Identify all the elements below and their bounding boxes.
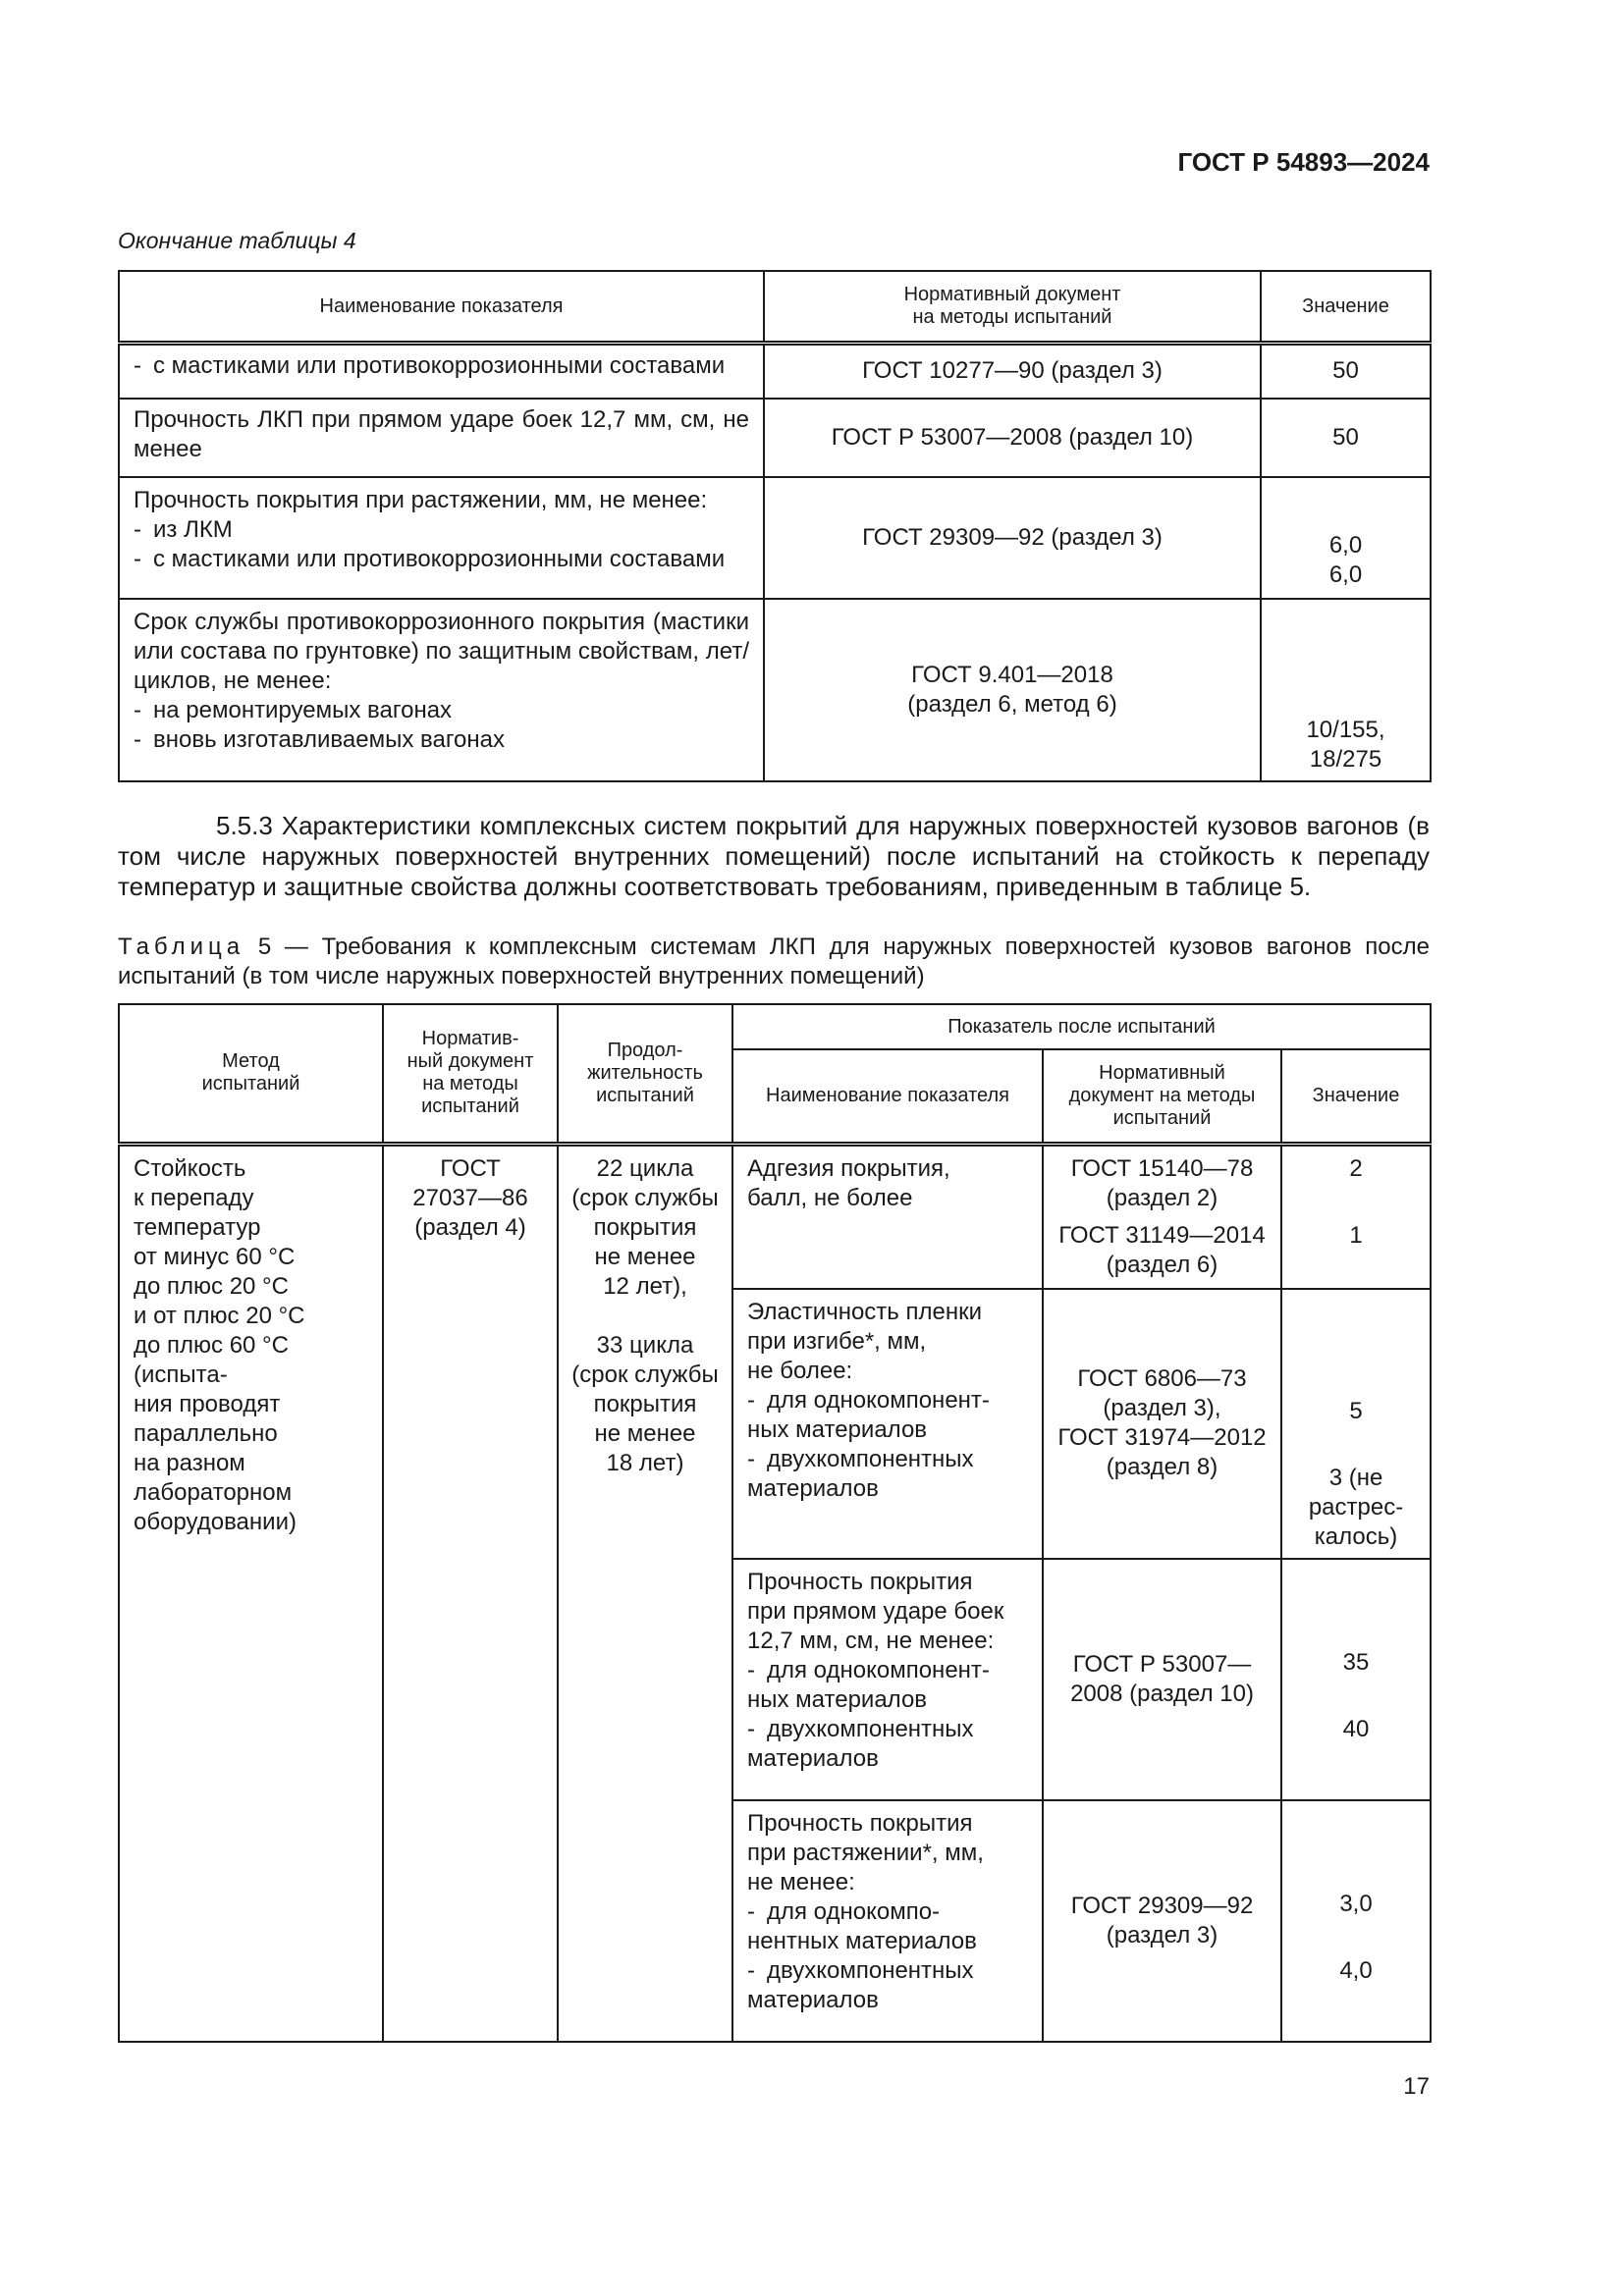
table5-header-value: Значение bbox=[1281, 1049, 1431, 1144]
table4-cell-name: - с мастиками или противокоррозионными составами bbox=[119, 344, 764, 399]
table5-caption: Таблица 5 — Требования к комплексным системам ЛКП для наружных поверхностей кузовов вагонов после испытаний (в том числе наружных поверхностей внутренних помещений) bbox=[118, 934, 1430, 989]
table4-header-row bbox=[119, 271, 1431, 344]
table5-cell-doc: ГОСТ 6806—73 (раздел 3), ГОСТ 31974—2012 (раздел 8) bbox=[1043, 1289, 1281, 1559]
table5-cell-doc: ГОСТ Р 53007— 2008 (раздел 10) bbox=[1043, 1559, 1281, 1800]
table5-header-row bbox=[119, 1004, 1431, 1049]
table5-cell-value: 2 1 bbox=[1281, 1144, 1431, 1289]
table4-cell-value: 50 bbox=[1261, 344, 1431, 399]
table4-cell-value: 10/155, 18/275 bbox=[1261, 599, 1431, 781]
table5-header-after-test: Показатель после испытаний bbox=[732, 1004, 1431, 1049]
table5-cell-value: 5 3 (не растрес- калось) bbox=[1281, 1289, 1431, 1559]
table5-cell-indicator: Адгезия покрытия, балл, не более bbox=[732, 1144, 1043, 1289]
table5-cell-indicator: Прочность покрытия при прямом ударе боек 12,7 мм, см, не менее: - для однокомпонент- ных материалов - двухкомпонентных материалов bbox=[732, 1559, 1043, 1800]
table4-cell-value: 6,0 6,0 bbox=[1261, 477, 1431, 599]
table-4 bbox=[118, 270, 1432, 782]
table5-cell-method-doc: ГОСТ 27037—86 (раздел 4) bbox=[383, 1144, 558, 2042]
table5-cell-value: 3,0 4,0 bbox=[1281, 1800, 1431, 2042]
table5-cell-value: 35 40 bbox=[1281, 1559, 1431, 1800]
table4-cell-doc: ГОСТ Р 53007—2008 (раздел 10) bbox=[764, 399, 1261, 477]
table-row bbox=[119, 599, 1431, 781]
table4-cell-name: Прочность покрытия при растяжении, мм, не менее: - из ЛКМ - с мастиками или противокоррозионными составами bbox=[119, 477, 764, 599]
table4-cell-doc: ГОСТ 29309—92 (раздел 3) bbox=[764, 477, 1261, 599]
table4-cell-name: Прочность ЛКП при прямом ударе боек 12,7 мм, см, не менее bbox=[119, 399, 764, 477]
table5-header-normdoc: Норматив- ный документ на методы испытаний bbox=[383, 1004, 558, 1144]
table4-cell-value: 50 bbox=[1261, 399, 1431, 477]
page-number: 17 bbox=[1403, 2073, 1430, 2100]
table-row bbox=[119, 477, 1431, 599]
table4-header-value: Значение bbox=[1261, 271, 1431, 344]
table5-cell-doc: ГОСТ 15140—78 (раздел 2) ГОСТ 31149—2014 (раздел 6) bbox=[1043, 1144, 1281, 1289]
table5-header-duration: Продол- жительность испытаний bbox=[558, 1004, 732, 1144]
table5-header-method: Метод испытаний bbox=[119, 1004, 383, 1144]
table5-cell-indicator: Прочность покрытия при растяжении*, мм, не менее: - для однокомпо- нентных материалов - двухкомпонентных материалов bbox=[732, 1800, 1043, 2042]
table5-cell-indicator: Эластичность пленки при изгибе*, мм, не более: - для однокомпонент- ных материалов - двухкомпонентных материалов bbox=[732, 1289, 1043, 1559]
document-number: ГОСТ Р 54893—2024 bbox=[1177, 147, 1430, 177]
table5-cell-doc: ГОСТ 29309—92 (раздел 3) bbox=[1043, 1800, 1281, 2042]
table5-header-normdoc2: Нормативный документ на методы испытаний bbox=[1043, 1049, 1281, 1144]
table-row bbox=[119, 344, 1431, 399]
table-5 bbox=[118, 1003, 1432, 2043]
table4-header-name: Наименование показателя bbox=[119, 271, 764, 344]
table4-caption: Окончание таблицы 4 bbox=[118, 228, 356, 253]
table5-cell-duration: 22 цикла (срок службы покрытия не менее 12 лет), 33 цикла (срок службы покрытия не менее 18 лет) bbox=[558, 1144, 732, 2042]
table5-cell-method: Стойкость к перепаду температур от минус 60 °С до плюс 20 °С и от плюс 20 °С до плюс 60 °С (испыта- ния проводят параллельно на разном лабораторном оборудовании) bbox=[119, 1144, 383, 2042]
table-row bbox=[119, 1144, 1431, 1289]
paragraph-5-5-3: 5.5.3 Характеристики комплексных систем покрытий для наружных поверхностей кузовов вагонов (в том числе наружных поверхностей внутренних помещений) после испытаний на стойкость к перепаду температур и защитные свойства должны соответствовать требованиям, приведенным в таблице 5. bbox=[118, 811, 1430, 901]
table4-cell-doc: ГОСТ 9.401—2018 (раздел 6, метод 6) bbox=[764, 599, 1261, 781]
table4-cell-name: Срок службы противокоррозионного покрытия (мастики или состава по грунтовке) по защитным свойствам, лет/циклов, не менее: - на ремонтируемых вагонах - вновь изготавливаемых вагонах bbox=[119, 599, 764, 781]
table5-header-indicator: Наименование показателя bbox=[732, 1049, 1043, 1144]
table4-header-doc: Нормативный документ на методы испытаний bbox=[764, 271, 1261, 344]
table4-cell-doc: ГОСТ 10277—90 (раздел 3) bbox=[764, 344, 1261, 399]
table-row bbox=[119, 399, 1431, 477]
